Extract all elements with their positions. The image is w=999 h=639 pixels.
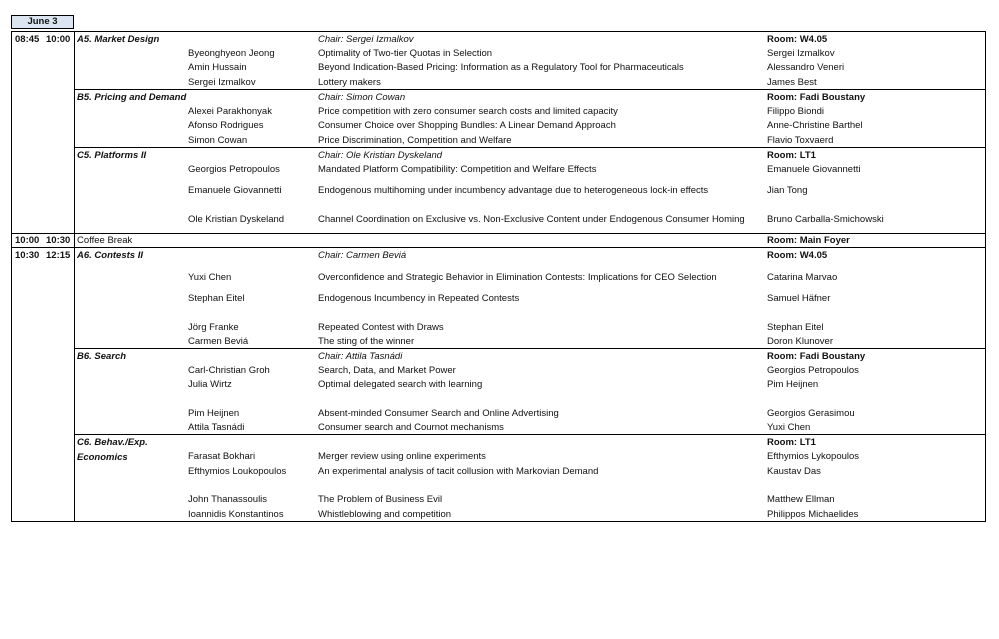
- presenter: Ole Kristian Dyskeland: [188, 214, 285, 225]
- presenter: Sergei Izmalkov: [188, 77, 256, 88]
- session-chair: Chair: Ole Kristian Dyskeland: [318, 150, 443, 161]
- discussant: Stephan Eitel: [767, 322, 824, 333]
- paper-title: Repeated Contest with Draws: [318, 322, 444, 333]
- slot-start: 10:00: [15, 235, 40, 246]
- slot-start: 10:30: [15, 250, 40, 261]
- presenter: Pim Heijnen: [188, 408, 240, 419]
- day-header: June 3: [11, 15, 74, 29]
- discussant: Emanuele Giovannetti: [767, 164, 861, 175]
- session-chair: Chair: Carmen Beviá: [318, 250, 407, 261]
- session-name: A5. Market Design: [77, 34, 160, 45]
- room-label: Room: LT1: [767, 437, 816, 448]
- paper-title: Consumer Choice over Shopping Bundles: A Linear Demand Approach: [318, 120, 616, 131]
- paper-title: Overconfidence and Strategic Behavior in Elimination Contests: Implications for CEO Selection: [318, 272, 717, 283]
- paper-title: The Problem of Business Evil: [318, 494, 443, 505]
- row-divider: [11, 233, 986, 234]
- room-label: Room: Fadi Boustany: [767, 351, 866, 362]
- discussant: Georgios Gerasimou: [767, 408, 855, 419]
- discussant: Yuxi Chen: [767, 422, 811, 433]
- presenter: Carmen Beviá: [188, 336, 249, 347]
- discussant: Samuel Häfner: [767, 293, 831, 304]
- slot-start: 08:45: [15, 34, 40, 45]
- discussant: Jian Tong: [767, 185, 808, 196]
- presenter: Farasat Bokhari: [188, 451, 256, 462]
- session-name: A6. Contests II: [77, 250, 143, 261]
- discussant: Philippos Michaelides: [767, 509, 859, 520]
- presenter: Yuxi Chen: [188, 272, 232, 283]
- presenter: Ioannidis Konstantinos: [188, 509, 284, 520]
- presenter: Jörg Franke: [188, 322, 239, 333]
- presenter: Attila Tasnádi: [188, 422, 245, 433]
- session-name: C5. Platforms II: [77, 150, 147, 161]
- discussant: Kaustav Das: [767, 466, 821, 477]
- coffee-break-label: Coffee Break: [77, 235, 133, 246]
- presenter: Amin Hussain: [188, 62, 247, 73]
- row-divider: [11, 247, 986, 248]
- presenter: Byeonghyeon Jeong: [188, 48, 275, 59]
- presenter: Stephan Eitel: [188, 293, 245, 304]
- session-name: Economics: [77, 452, 128, 463]
- room-label: Room: W4.05: [767, 34, 828, 45]
- presenter: Carl-Christian Groh: [188, 365, 270, 376]
- row-divider: [74, 147, 986, 148]
- discussant: James Best: [767, 77, 817, 88]
- paper-title: Search, Data, and Market Power: [318, 365, 456, 376]
- discussant: Filippo Biondi: [767, 106, 825, 117]
- presenter: Emanuele Giovannetti: [188, 185, 282, 196]
- room-label: Room: LT1: [767, 150, 816, 161]
- discussant: Bruno Carballa-Smichowski: [767, 214, 884, 225]
- paper-title: Mandated Platform Compatibility: Competition and Welfare Effects: [318, 164, 597, 175]
- presenter: John Thanassoulis: [188, 494, 268, 505]
- discussant: Alessandro Veneri: [767, 62, 845, 73]
- session-chair: Chair: Attila Tasnádi: [318, 351, 403, 362]
- discussant: Catarina Marvao: [767, 272, 838, 283]
- session-chair: Chair: Simon Cowan: [318, 92, 406, 103]
- presenter: Afonso Rodrigues: [188, 120, 264, 131]
- discussant: Georgios Petropoulos: [767, 365, 859, 376]
- discussant: Pim Heijnen: [767, 379, 819, 390]
- paper-title: Lottery makers: [318, 77, 381, 88]
- discussant: Sergei Izmalkov: [767, 48, 835, 59]
- discussant: Flavio Toxvaerd: [767, 135, 834, 146]
- paper-title: Price Discrimination, Competition and Welfare: [318, 135, 512, 146]
- session-name: B5. Pricing and Demand: [77, 92, 187, 103]
- row-divider: [74, 434, 986, 435]
- paper-title: Absent-minded Consumer Search and Online Advertising: [318, 408, 559, 419]
- presenter: Julia Wirtz: [188, 379, 232, 390]
- discussant: Efthymios Lykopoulos: [767, 451, 860, 462]
- presenter: Efthymios Loukopoulos: [188, 466, 287, 477]
- slot-end: 10:30: [46, 235, 71, 246]
- paper-title: Consumer search and Cournot mechanisms: [318, 422, 504, 433]
- discussant: Anne-Christine Barthel: [767, 120, 863, 131]
- presenter: Simon Cowan: [188, 135, 248, 146]
- paper-title: Endogenous multihoming under incumbency advantage due to heterogeneous lock-in effects: [318, 185, 709, 196]
- paper-title: Price competition with zero consumer search costs and limited capacity: [318, 106, 618, 117]
- discussant: Matthew Ellman: [767, 494, 835, 505]
- room-label: Room: Main Foyer: [767, 235, 850, 246]
- paper-title: Channel Coordination on Exclusive vs. Non-Exclusive Content under Endogenous Consumer Homing: [318, 214, 745, 225]
- paper-title: Whistleblowing and competition: [318, 509, 452, 520]
- paper-title: Endogenous Incumbency in Repeated Contests: [318, 293, 520, 304]
- column-divider: [74, 31, 75, 522]
- presenter: Alexei Parakhonyak: [188, 106, 272, 117]
- room-label: Room: W4.05: [767, 250, 828, 261]
- paper-title: Beyond Indication-Based Pricing: Information as a Regulatory Tool for Pharmaceuticals: [318, 62, 684, 73]
- row-divider: [74, 89, 986, 90]
- presenter: Georgios Petropoulos: [188, 164, 280, 175]
- paper-title: Optimality of Two-tier Quotas in Selection: [318, 48, 493, 59]
- row-divider: [74, 348, 986, 349]
- slot-end: 12:15: [46, 250, 71, 261]
- session-name: B6. Search: [77, 351, 127, 362]
- paper-title: The sting of the winner: [318, 336, 415, 347]
- paper-title: Optimal delegated search with learning: [318, 379, 483, 390]
- paper-title: Merger review using online experiments: [318, 451, 486, 462]
- session-chair: Chair: Sergei Izmalkov: [318, 34, 414, 45]
- paper-title: An experimental analysis of tacit collusion with Markovian Demand: [318, 466, 599, 477]
- room-label: Room: Fadi Boustany: [767, 92, 866, 103]
- discussant: Doron Klunover: [767, 336, 834, 347]
- slot-end: 10:00: [46, 34, 71, 45]
- session-name: C6. Behav./Exp.: [77, 437, 148, 448]
